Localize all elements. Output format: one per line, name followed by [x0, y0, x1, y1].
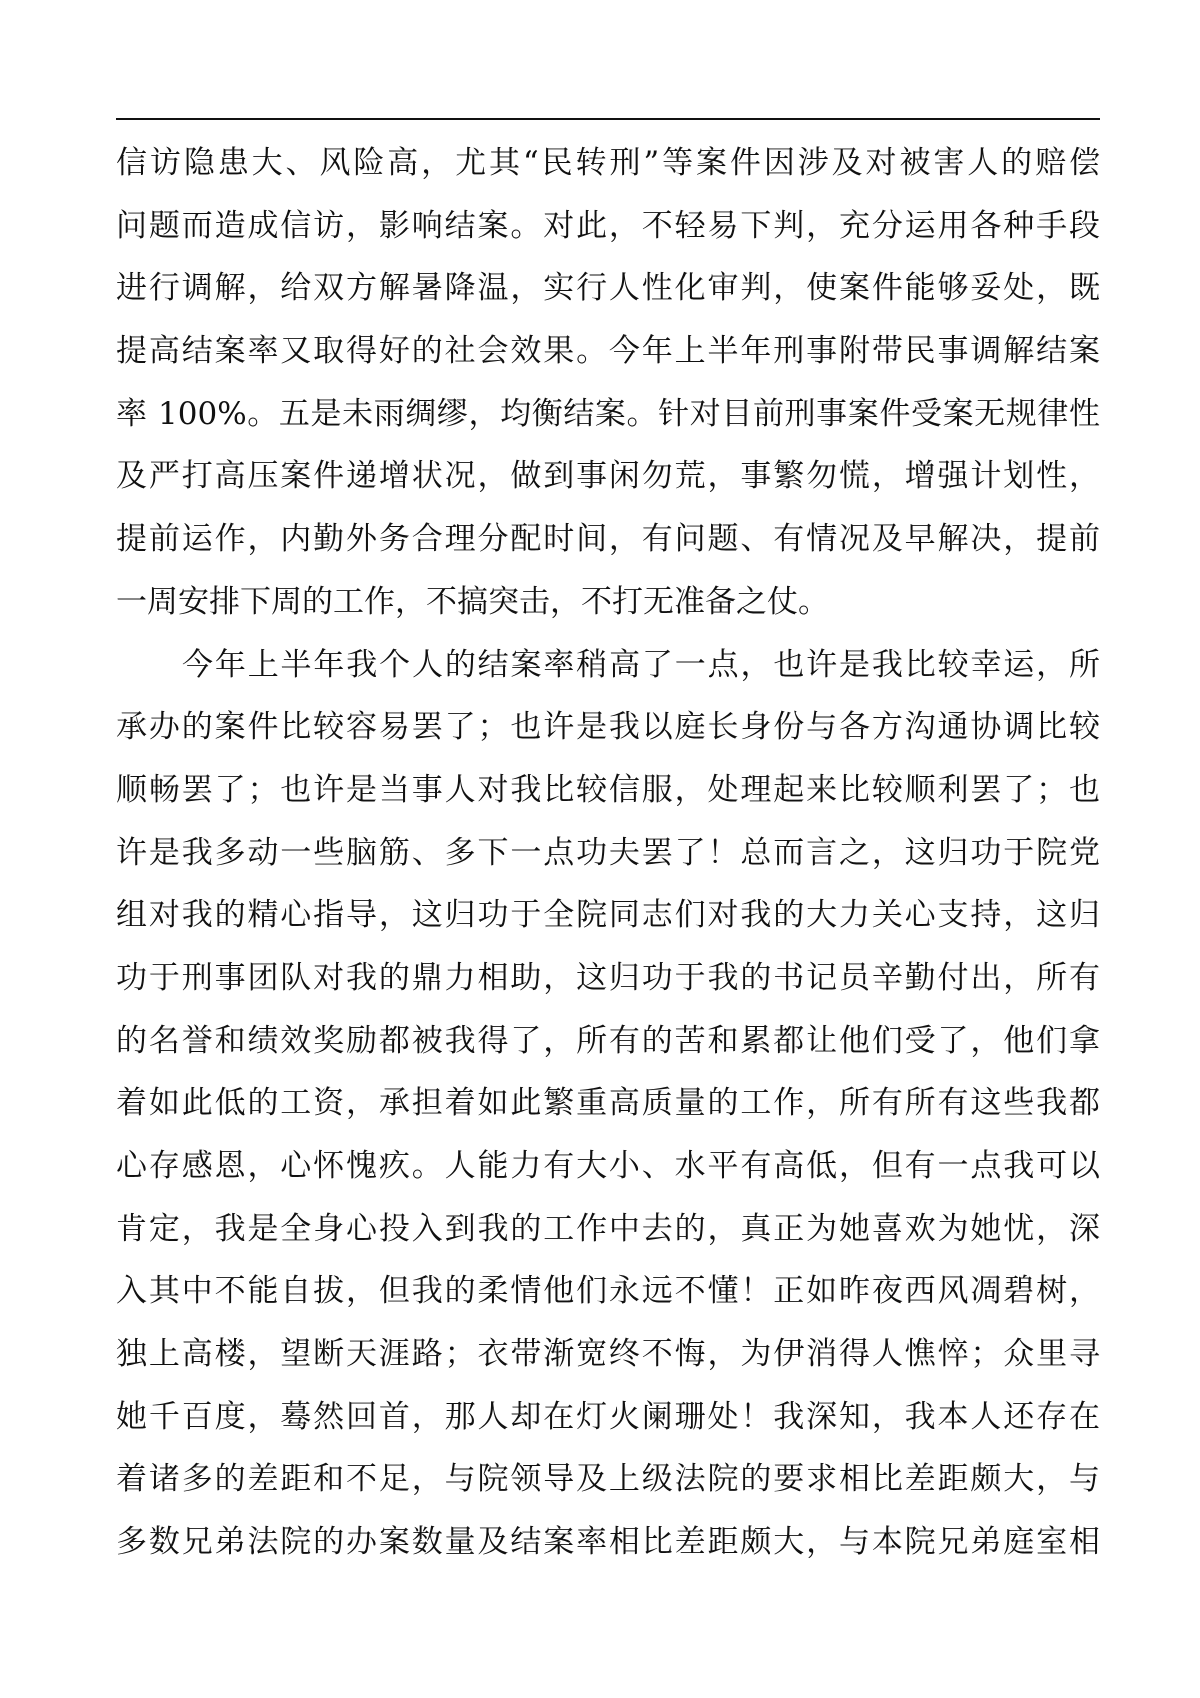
text-line: 入其中不能自拔，但我的柔情他们永远不懂！正如昨夜西风凋碧树，: [116, 1273, 1100, 1310]
text-line: 及严打高压案件递增状况，做到事闲勿荒，事繁勿慌，增强计划性，: [116, 458, 1100, 495]
text-line: 肯定，我是全身心投入到我的工作中去的，真正为她喜欢为她忧，深: [116, 1210, 1100, 1247]
text-line: 提高结案率又取得好的社会效果。今年上半年刑事附带民事调解结案: [116, 333, 1100, 370]
text-line: 心存感恩，心怀愧疚。人能力有大小、水平有高低，但有一点我可以: [116, 1148, 1100, 1184]
text-line: 着诸多的差距和不足，与院领导及上级法院的要求相比差距颇大，与: [116, 1461, 1100, 1498]
header-rule: [116, 118, 1100, 120]
text-line: 组对我的精心指导，这归功于全院同志们对我的大力关心支持，这归: [116, 897, 1100, 934]
text-line: 许是我多动一些脑筋、多下一点功夫罢了！总而言之，这归功于院党: [116, 834, 1100, 871]
text-line: 的名誉和绩效奖励都被我得了，所有的苦和累都让他们受了，他们拿: [116, 1022, 1100, 1059]
text-line: 信访隐患大、风险高，尤其“民转刑”等案件因涉及对被害人的赔偿: [116, 145, 1100, 181]
text-line: 顺畅罢了；也许是当事人对我比较信服，处理起来比较顺利罢了；也: [116, 771, 1100, 808]
text-line: 着如此低的工资，承担着如此繁重高质量的工作，所有所有这些我都: [116, 1085, 1100, 1122]
text-line: 问题而造成信访，影响结案。对此，不轻易下判，充分运用各种手段: [116, 207, 1100, 244]
text-line: 她千百度，蓦然回首，那人却在灯火阑珊处！我深知，我本人还存在: [116, 1398, 1100, 1435]
paragraph-first-line: 今年上半年我个人的结案率稍高了一点，也许是我比较幸运，所: [182, 646, 1100, 683]
text-line: 功于刑事团队对我的鼎力相助，这归功于我的书记员辛勤付出，所有: [116, 959, 1100, 996]
text-line: 多数兄弟法院的办案数量及结案率相比差距颇大，与本院兄弟庭室相: [116, 1524, 1100, 1561]
text-line: 独上高楼，望断天涯路；衣带渐宽终不悔，为伊消得人憔悴；众里寻: [116, 1336, 1100, 1373]
text-line: 承办的案件比较容易罢了；也许是我以庭长身份与各方沟通协调比较: [116, 709, 1100, 746]
text-line: 率 100%。五是未雨绸缪，均衡结案。针对目前刑事案件受案无规律性: [116, 395, 1100, 432]
text-line: 进行调解，给双方解暑降温，实行人性化审判，使案件能够妥处，既: [116, 270, 1100, 307]
body-text: [116, 132, 1100, 1574]
text-line: 提前运作，内勤外务合理分配时间，有问题、有情况及早解决，提前: [116, 521, 1100, 558]
text-line: 一周安排下周的工作，不搞突击，不打无准备之仗。: [116, 583, 829, 620]
